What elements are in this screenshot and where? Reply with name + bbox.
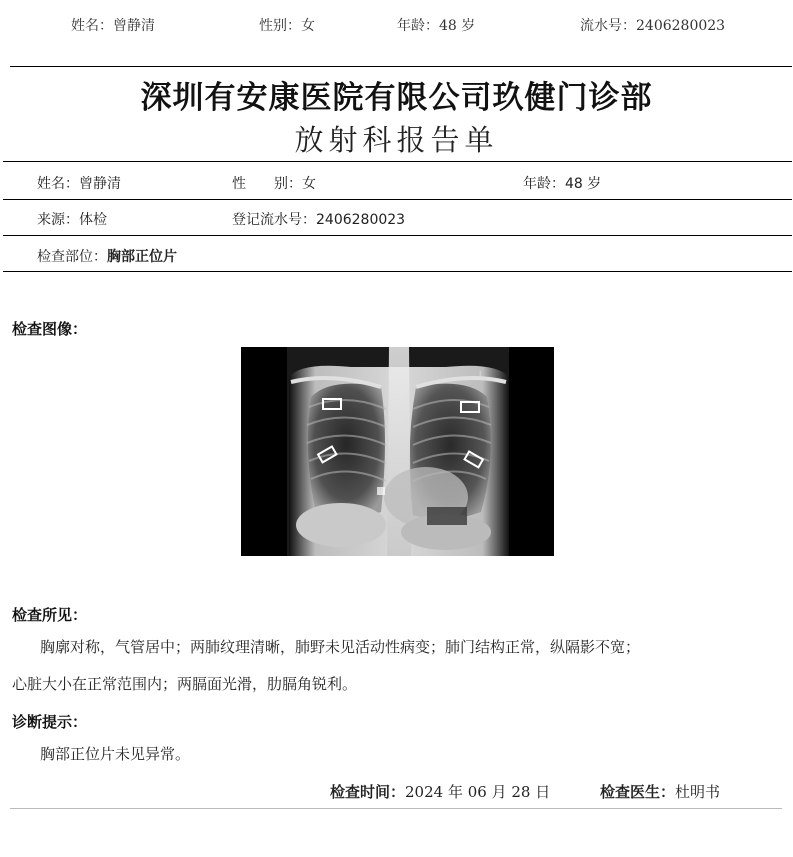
patient-reg-value: 2406280023 <box>316 212 406 228</box>
findings-line-2: 心脏大小在正常范围内；两膈面光滑，肋膈角锐利。 <box>12 675 358 693</box>
exam-doctor <box>600 781 720 802</box>
patient-gender-label: 性 别： <box>232 176 302 192</box>
footer-rule <box>10 808 782 809</box>
exam-doctor-label: 检查医生： <box>600 783 676 801</box>
top-rule <box>10 66 792 67</box>
row-rule-2 <box>3 235 792 236</box>
patient-source-value: 体检 <box>79 212 107 228</box>
patient-age-value: 48 岁 <box>565 176 602 192</box>
patient-name-value: 曾静清 <box>79 176 121 192</box>
findings-heading: 检查所见： <box>12 606 88 624</box>
exam-part <box>37 246 177 266</box>
diagnosis-heading: 诊断提示： <box>12 713 88 731</box>
findings-line-1: 胸廓对称，气管居中；两肺纹理清晰，肺野未见活动性病变；肺门结构正常，纵隔影不宽； <box>40 638 641 656</box>
patient-age <box>523 173 601 193</box>
patient-source-label: 来源： <box>37 212 79 228</box>
patient-gender <box>232 173 316 193</box>
report-title: 放射科报告单 <box>294 123 499 157</box>
images-heading: 检查图像： <box>12 320 88 338</box>
exam-part-value: 胸部正位片 <box>107 249 177 265</box>
exam-doctor-value: 杜明书 <box>675 783 721 801</box>
exam-time <box>330 781 550 802</box>
patient-reg <box>232 209 405 229</box>
chest-xray-image <box>241 347 554 556</box>
xray-side-marker: L <box>479 370 484 379</box>
header-age: 年龄：48 岁 <box>397 18 476 34</box>
patient-name-label: 姓名： <box>37 176 79 192</box>
exam-time-value: 2024 年 06 月 28 日 <box>405 783 551 801</box>
diagnosis-text: 胸部正位片未见异常。 <box>40 745 191 763</box>
patient-gender-value: 女 <box>302 176 316 192</box>
patient-name <box>37 173 121 193</box>
header-gender: 性别：女 <box>259 18 315 34</box>
header-name: 姓名：曾静清 <box>71 18 155 34</box>
patient-reg-label: 登记流水号： <box>232 212 316 228</box>
row-rule-1 <box>3 199 792 200</box>
row-rule-3 <box>3 271 792 272</box>
exam-time-label: 检查时间： <box>330 783 406 801</box>
patient-age-label: 年龄： <box>523 176 565 192</box>
patient-source <box>37 209 107 229</box>
exam-part-label: 检查部位： <box>37 249 107 265</box>
header-serial: 流水号：2406280023 <box>580 18 726 34</box>
table-top-rule <box>3 161 792 162</box>
hospital-name: 深圳有安康医院有限公司玖健门诊部 <box>140 80 653 116</box>
